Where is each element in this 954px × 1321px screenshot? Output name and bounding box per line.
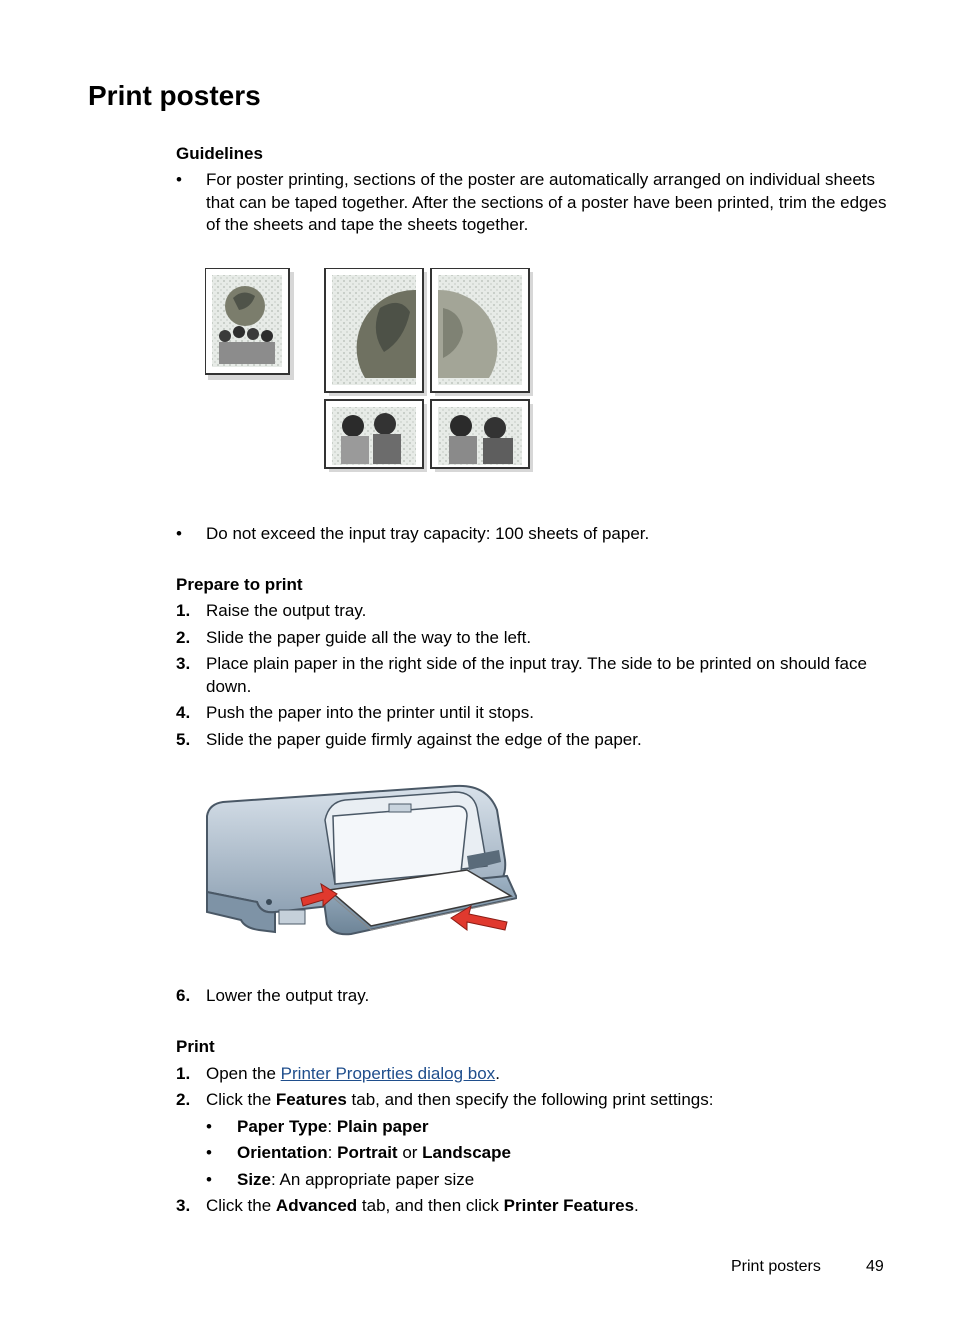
setting-separator: : <box>327 1143 338 1162</box>
setting-or: or <box>397 1143 423 1162</box>
prepare-step-6 <box>176 985 896 1008</box>
step-text-prefix: Open the <box>206 1064 281 1083</box>
setting-orientation <box>206 1142 896 1165</box>
print-heading: Print <box>176 1037 215 1056</box>
prepare-step-2 <box>176 627 896 650</box>
step-number: 1. <box>176 601 191 620</box>
bullet-marker: • <box>176 170 182 189</box>
step-text: Place plain paper in the right side of the input tray. The side to be printed on should face down. <box>206 654 867 696</box>
step-number: 2. <box>176 1090 191 1109</box>
step-text: Push the paper into the printer until it stops. <box>206 703 534 722</box>
bullet-marker: • <box>206 1170 212 1189</box>
guideline-bullet-2 <box>176 523 896 546</box>
setting-value-alt: Landscape <box>422 1143 511 1162</box>
step-text-suffix: tab, and then specify the following print settings: <box>346 1090 714 1109</box>
bullet-marker: • <box>176 524 182 543</box>
footer-page-number: 49 <box>866 1258 884 1275</box>
step-text-prefix: Click the <box>206 1196 276 1215</box>
guidelines-heading: Guidelines <box>176 144 263 163</box>
prepare-step-1 <box>176 600 896 623</box>
printer-properties-link[interactable]: Printer Properties dialog box <box>280 1064 496 1083</box>
poster-tiles-illustration <box>205 268 535 473</box>
page-title: Print posters <box>88 80 261 111</box>
step-number: 3. <box>176 1196 191 1215</box>
setting-label: Orientation <box>237 1143 328 1162</box>
step-text-prefix: Click the <box>206 1090 276 1109</box>
step-text-middle: tab, and then click <box>357 1196 504 1215</box>
step-text: Slide the paper guide firmly against the edge of the paper. <box>206 730 642 749</box>
prepare-step-4 <box>176 702 896 725</box>
step-text-suffix: . <box>495 1064 500 1083</box>
step-number: 3. <box>176 654 191 673</box>
setting-label: Paper Type <box>237 1117 328 1136</box>
features-tab-name: Features <box>275 1090 347 1109</box>
step-text-suffix: . <box>634 1196 639 1215</box>
poster-tile-bottom-right <box>431 400 533 472</box>
step-text: Lower the output tray. <box>206 986 370 1005</box>
guideline-bullet-1 <box>176 169 896 237</box>
setting-value: An appropriate paper size <box>279 1170 475 1189</box>
print-step-1 <box>176 1063 896 1086</box>
step-text: Slide the paper guide all the way to the left. <box>206 628 532 647</box>
printer-loading-illustration <box>205 780 517 948</box>
step-number: 2. <box>176 628 191 647</box>
step-text <box>206 1063 896 1086</box>
poster-tile-bottom-left <box>325 400 427 472</box>
poster-tile-top-left <box>325 268 427 396</box>
original-poster-thumbnail <box>205 268 294 380</box>
setting-value: Plain paper <box>336 1117 429 1136</box>
guideline-text-1: For poster printing, sections of the poster are automatically arranged on individual sheets that can be taped together. After the sections of a poster have been printed, trim the edges of the sheets and tape the sheets together. <box>206 170 887 234</box>
step-text: Raise the output tray. <box>206 601 367 620</box>
step-number: 4. <box>176 703 191 722</box>
bullet-marker: • <box>206 1143 212 1162</box>
step-number: 1. <box>176 1064 191 1083</box>
setting-size <box>206 1169 896 1192</box>
prepare-step-5 <box>176 729 896 752</box>
setting-separator: : <box>271 1170 280 1189</box>
setting-label: Size <box>237 1170 272 1189</box>
step-number: 5. <box>176 730 191 749</box>
step-text <box>206 1089 896 1112</box>
poster-tile-top-right <box>431 268 533 396</box>
prepare-heading: Prepare to print <box>176 575 303 594</box>
print-step-2 <box>176 1089 896 1112</box>
footer-section-title: Print posters <box>731 1258 821 1275</box>
advanced-tab-name: Advanced <box>275 1196 358 1215</box>
printer-features-name: Printer Features <box>503 1196 635 1215</box>
bullet-marker: • <box>206 1117 212 1136</box>
prepare-step-3 <box>176 653 896 698</box>
guideline-text-2: Do not exceed the input tray capacity: 100 sheets of paper. <box>206 524 650 543</box>
step-number: 6. <box>176 986 191 1005</box>
step-text <box>206 1195 896 1218</box>
setting-separator: : <box>327 1117 337 1136</box>
setting-value: Portrait <box>337 1143 398 1162</box>
print-step-3 <box>176 1195 896 1218</box>
setting-paper-type <box>206 1116 896 1139</box>
